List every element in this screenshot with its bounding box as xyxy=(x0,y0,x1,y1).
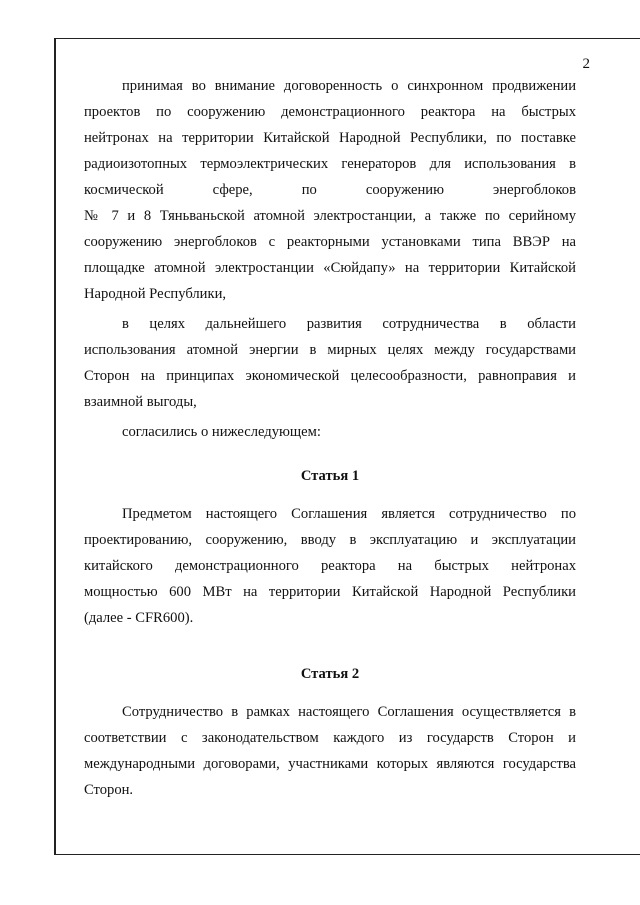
text-line: согласились о нижеследующем: xyxy=(122,424,321,440)
page-number: 2 xyxy=(582,56,590,72)
text-line: площадке атомной электростанции «Сюйдапу» на территории Китайской xyxy=(84,260,576,276)
text-line: проектированию, сооружению, вводу в эксплуатацию и эксплуатации xyxy=(84,532,576,548)
text-line: принимая во внимание договоренность о синхронном продвижении xyxy=(122,78,576,94)
paragraph-considering xyxy=(84,73,576,307)
text-line: в целях дальнейшего развития сотрудничества в области xyxy=(122,316,576,332)
text-line: Сторон на принципах экономической целесообразности, равноправия и xyxy=(84,368,576,384)
text-line: сооружению энергоблоков с реакторными установками типа ВВЭР на xyxy=(84,234,576,250)
text-line: (далее - CFR600). xyxy=(84,610,194,626)
text-line: Сторон. xyxy=(84,782,134,798)
paragraph-agreed xyxy=(84,419,576,445)
text-line: № 7 и 8 Тяньваньской атомной электростанции, а также по серийному xyxy=(84,208,576,224)
frame-bottom-line xyxy=(54,854,640,855)
text-line: китайского демонстрационного реактора на быстрых нейтронах xyxy=(84,558,576,574)
article-1-text xyxy=(84,501,576,631)
paragraph-purpose xyxy=(84,311,576,415)
text-line: Сотрудничество в рамках настоящего Соглашения осуществляется в xyxy=(122,704,576,720)
text-line: использования атомной энергии в мирных целях между государствами xyxy=(84,342,576,358)
text-line: взаимной выгоды, xyxy=(84,394,197,410)
text-line: Народной Республики, xyxy=(84,286,227,302)
text-line: радиоизотопных термоэлектрических генераторов для использования в xyxy=(84,156,576,172)
frame-left-line xyxy=(54,38,56,855)
text-line: космической сфере, по сооружению энергоблоков xyxy=(84,182,576,198)
article-2-text xyxy=(84,699,576,803)
article-2-heading: Статья 2 xyxy=(300,666,360,682)
text-line: нейтронах на территории Китайской Народной Республики, по поставке xyxy=(84,130,576,146)
text-line: проектов по сооружению демонстрационного реактора на быстрых xyxy=(84,104,576,120)
document-body xyxy=(84,73,576,803)
frame-top-line xyxy=(54,38,640,39)
text-line: мощностью 600 МВт на территории Китайской Народной Республики xyxy=(84,584,576,600)
article-1-heading: Статья 1 xyxy=(300,468,360,484)
text-line: Предметом настоящего Соглашения является сотрудничество по xyxy=(122,506,576,522)
text-line: международными договорами, участниками которых являются государства xyxy=(84,756,576,772)
text-line: соответствии с законодательством каждого из государств Сторон и xyxy=(84,730,576,746)
